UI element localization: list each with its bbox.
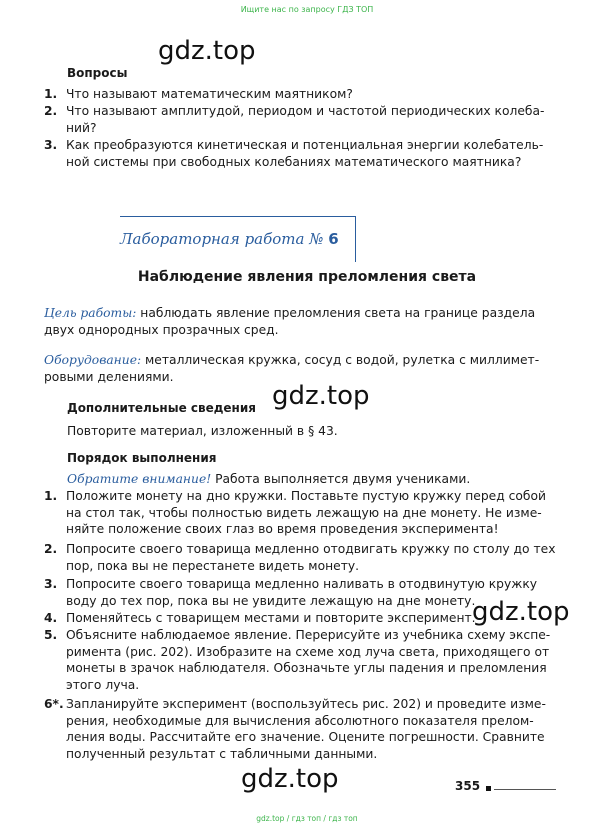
- question-number: 1.: [44, 87, 58, 101]
- step-text: Попросите своего товарища медленно отодвигать кружку по столу до тех пор, пока вы не перестанете видеть монету.: [66, 542, 556, 573]
- page-marker: [486, 786, 491, 791]
- goal-text: наблюдать явление преломления света на границе раздела двух однородных прозрачных сред.: [44, 306, 536, 337]
- question-item: [44, 86, 564, 103]
- watermark: gdz.top: [472, 597, 570, 627]
- step-text: Поменяйтесь с товарищем местами и повторите эксперимент.: [66, 611, 476, 625]
- questions-heading: Вопросы: [67, 66, 128, 80]
- extra-text: Повторите материал, изложенный в § 43.: [67, 424, 338, 438]
- goal-label: Цель работы:: [44, 306, 137, 320]
- step-text: Объясните наблюдаемое явление. Перерисуйте из учебника схему экспе-римента (рис. 202). Изобразите на схеме ход луча света, приходящего от монеты в зрачок наблюдателя. Обозначьте углы падения и преломления этого луча.: [66, 628, 551, 692]
- step-text: Попросите своего товарища медленно наливать в отодвинутую кружку воду до тех пор, пока вы не увидите лежащую на дне монету.: [66, 577, 538, 608]
- watermark: gdz.top: [272, 381, 370, 411]
- top-link[interactable]: Ищите нас по запросу ГДЗ ТОП: [240, 5, 374, 14]
- lab-title-top-rule: [120, 216, 356, 217]
- step-number: 6*.: [44, 697, 64, 711]
- lab-heading: Наблюдение явления преломления света: [137, 269, 477, 285]
- equipment-text: металлическая кружка, сосуд с водой, рулетка с миллимет-ровыми делениями.: [44, 353, 540, 384]
- step-text: Запланируйте эксперимент (воспользуйтесь рис. 202) и проведите изме-рения, необходимые для вычисления абсолютного показателя прелом-ления воды. Рассчитайте его значение. Оцените погрешности. Сравните полученный результат с табличными данными.: [66, 697, 546, 761]
- lab-title: [120, 230, 339, 248]
- bottom-link[interactable]: gdz.top / гдз топ / гдз топ: [256, 814, 358, 823]
- order-heading: Порядок выполнения: [67, 451, 217, 465]
- step-item: [44, 488, 564, 538]
- page-rule: [494, 789, 556, 790]
- step-item: [44, 696, 564, 762]
- lab-title-prefix: Лабораторная работа №: [120, 230, 324, 248]
- lab-title-number: 6: [328, 230, 339, 248]
- question-number: 2.: [44, 104, 58, 118]
- question-text: Как преобразуются кинетическая и потенциальная энергии колебатель-ной системы при свободных колебаниях математического маятника?: [66, 138, 544, 169]
- step-item: [44, 541, 564, 574]
- step-number: 5.: [44, 628, 58, 642]
- goal-paragraph: [44, 305, 564, 338]
- step-item: [44, 576, 564, 609]
- note-label: Обратите внимание!: [67, 472, 212, 486]
- note-paragraph: [67, 471, 567, 488]
- note-text: Работа выполняется двумя учениками.: [211, 472, 471, 486]
- step-item: [44, 610, 564, 627]
- question-number: 3.: [44, 138, 58, 152]
- question-item: [44, 137, 564, 170]
- step-item: [44, 627, 564, 693]
- step-number: 2.: [44, 542, 58, 556]
- step-number: 3.: [44, 577, 58, 591]
- watermark: gdz.top: [241, 764, 339, 794]
- watermark: gdz.top: [158, 36, 256, 66]
- equipment-paragraph: [44, 352, 564, 385]
- page-number: 355: [455, 779, 481, 793]
- question-item: [44, 103, 564, 136]
- step-number: 1.: [44, 489, 58, 503]
- lab-title-right-rule: [355, 216, 356, 262]
- step-number: 4.: [44, 611, 58, 625]
- step-text: Положите монету на дно кружки. Поставьте пустую кружку перед собой на стол так, чтобы полностью видеть лежащую на дне монету. Не изме-няйте положение своих глаз во время проведения эксперимента!: [66, 489, 547, 536]
- equipment-label: Оборудование:: [44, 353, 142, 367]
- lab-title-box: [120, 216, 356, 262]
- question-text: Что называют математическим маятником?: [66, 87, 353, 101]
- extra-heading: Дополнительные сведения: [67, 401, 256, 415]
- question-text: Что называют амплитудой, периодом и частотой периодических колеба-ний?: [66, 104, 545, 135]
